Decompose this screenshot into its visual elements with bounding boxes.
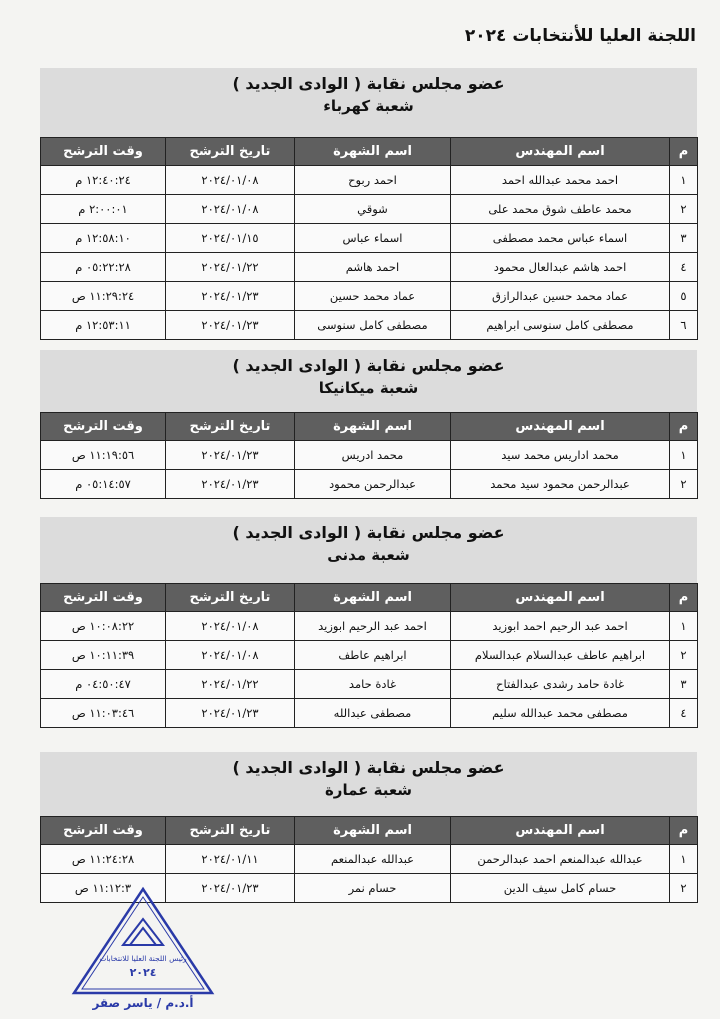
cell-nick: اسماء عباس: [295, 224, 451, 253]
col-nomination-time: وقت الترشح: [41, 584, 166, 612]
col-nomination-time: وقت الترشح: [41, 138, 166, 166]
cell-num: ٤: [670, 253, 698, 282]
cell-nick: حسام نمر: [295, 874, 451, 903]
cell-num: ٣: [670, 224, 698, 253]
cell-time: ١٢:٥٣:١١ م: [41, 311, 166, 340]
cell-time: ١١:١٢:٣ ص: [41, 874, 166, 903]
table-header-row: [41, 817, 698, 845]
cell-nick: احمد عبد الرحيم ابوزيد: [295, 612, 451, 641]
table-row: [41, 845, 698, 874]
table-row: [41, 470, 698, 499]
col-nomination-date: تاريخ الترشح: [166, 138, 295, 166]
cell-time: ١١:٢٤:٢٨ ص: [41, 845, 166, 874]
candidates-table: [40, 412, 698, 499]
cell-date: ٢٠٢٤/٠١/٠٨: [166, 612, 295, 641]
cell-date: ٢٠٢٤/٠١/٢٣: [166, 282, 295, 311]
cell-num: ٦: [670, 311, 698, 340]
table-row: [41, 282, 698, 311]
cell-date: ٢٠٢٤/٠١/٠٨: [166, 195, 295, 224]
cell-name: اسماء عباس محمد مصطفى: [451, 224, 670, 253]
section-mechanical: [40, 350, 697, 499]
cell-time: ١٢:٥٨:١٠ م: [41, 224, 166, 253]
cell-time: ٠٥:٢٢:٢٨ م: [41, 253, 166, 282]
cell-name: محمد اداريس محمد سيد: [451, 441, 670, 470]
cell-num: ٣: [670, 670, 698, 699]
col-num: م: [670, 138, 698, 166]
cell-nick: عماد محمد حسين: [295, 282, 451, 311]
branch-title: شعبة عمارة: [324, 781, 413, 799]
cell-date: ٢٠٢٤/٠١/٢٣: [166, 699, 295, 728]
cell-nick: عبدالله عبدالمنعم: [295, 845, 451, 874]
cell-nick: مصطفى كامل سنوسى: [295, 311, 451, 340]
branch-title: شعبة كهرباء: [323, 97, 414, 115]
cell-num: ٥: [670, 282, 698, 311]
table-row: [41, 166, 698, 195]
table-header-row: [41, 584, 698, 612]
cell-time: ٢:٠٠:٠١ م: [41, 195, 166, 224]
col-engineer-name: اسم المهندس: [451, 817, 670, 845]
cell-name: مصطفى محمد عبدالله سليم: [451, 699, 670, 728]
section-header: [40, 517, 697, 583]
table-row: [41, 311, 698, 340]
col-nomination-date: تاريخ الترشح: [166, 413, 295, 441]
branch-title: شعبة ميكانيكا: [318, 379, 419, 397]
cell-name: احمد عبد الرحيم احمد ابوزيد: [451, 612, 670, 641]
section-electrical: [40, 68, 697, 340]
cell-name: ابراهيم عاطف عبدالسلام عبدالسلام: [451, 641, 670, 670]
cell-date: ٢٠٢٤/٠١/٠٨: [166, 166, 295, 195]
cell-time: ١٢:٤٠:٢٤ م: [41, 166, 166, 195]
council-title: عضو مجلس نقابة ( الوادى الجديد ): [232, 356, 505, 375]
cell-nick: احمد هاشم: [295, 253, 451, 282]
cell-time: ١١:٠٣:٤٦ ص: [41, 699, 166, 728]
cell-name: محمد عاطف شوق محمد على: [451, 195, 670, 224]
council-title: عضو مجلس نقابة ( الوادى الجديد ): [232, 74, 505, 93]
col-nomination-time: وقت الترشح: [41, 817, 166, 845]
table-row: [41, 195, 698, 224]
cell-nick: مصطفى عبدالله: [295, 699, 451, 728]
cell-nick: عبدالرحمن محمود: [295, 470, 451, 499]
cell-name: عبدالله عبدالمنعم احمد عبدالرحمن: [451, 845, 670, 874]
cell-name: عماد محمد حسين عبدالرازق: [451, 282, 670, 311]
cell-time: ١٠:١١:٣٩ ص: [41, 641, 166, 670]
cell-date: ٢٠٢٤/٠١/٢٣: [166, 311, 295, 340]
col-nickname: اسم الشهرة: [295, 413, 451, 441]
cell-num: ٢: [670, 641, 698, 670]
cell-name: احمد محمد عبدالله احمد: [451, 166, 670, 195]
table-row: [41, 641, 698, 670]
cell-num: ١: [670, 845, 698, 874]
cell-date: ٢٠٢٤/٠١/٢٢: [166, 253, 295, 282]
syndicate-logo-icon: [123, 919, 163, 945]
cell-name: مصطفى كامل سنوسى ابراهيم: [451, 311, 670, 340]
table-row: [41, 441, 698, 470]
candidates-table: [40, 583, 698, 728]
col-engineer-name: اسم المهندس: [451, 138, 670, 166]
cell-date: ٢٠٢٤/٠١/٢٣: [166, 874, 295, 903]
cell-nick: محمد ادريس: [295, 441, 451, 470]
cell-date: ٢٠٢٤/٠١/١١: [166, 845, 295, 874]
col-num: م: [670, 584, 698, 612]
candidates-table: [40, 137, 698, 340]
cell-num: ٢: [670, 195, 698, 224]
stamp-signature: أ.د.م / ياسر صقر: [92, 996, 194, 1010]
table-row: [41, 224, 698, 253]
table-row: [41, 253, 698, 282]
cell-time: ١١:٢٩:٢٤ ص: [41, 282, 166, 311]
cell-time: ١١:١٩:٥٦ ص: [41, 441, 166, 470]
col-num: م: [670, 413, 698, 441]
council-title: عضو مجلس نقابة ( الوادى الجديد ): [232, 523, 505, 542]
cell-num: ١: [670, 166, 698, 195]
table-row: [41, 612, 698, 641]
section-header: [40, 752, 697, 816]
cell-date: ٢٠٢٤/٠١/٢٢: [166, 670, 295, 699]
cell-name: غادة حامد رشدى عبدالفتاح: [451, 670, 670, 699]
cell-time: ١٠:٠٨:٢٢ ص: [41, 612, 166, 641]
cell-nick: ابراهيم عاطف: [295, 641, 451, 670]
table-header-row: [41, 413, 698, 441]
col-engineer-name: اسم المهندس: [451, 584, 670, 612]
cell-name: عبدالرحمن محمود سيد محمد: [451, 470, 670, 499]
cell-num: ٢: [670, 470, 698, 499]
cell-nick: شوقي: [295, 195, 451, 224]
table-row: [41, 670, 698, 699]
col-nickname: اسم الشهرة: [295, 138, 451, 166]
cell-nick: احمد ربوح: [295, 166, 451, 195]
col-num: م: [670, 817, 698, 845]
cell-nick: غادة حامد: [295, 670, 451, 699]
col-nomination-date: تاريخ الترشح: [166, 584, 295, 612]
cell-date: ٢٠٢٤/٠١/٠٨: [166, 641, 295, 670]
col-nickname: اسم الشهرة: [295, 584, 451, 612]
col-nickname: اسم الشهرة: [295, 817, 451, 845]
section-civil: [40, 517, 697, 728]
cell-num: ١: [670, 612, 698, 641]
cell-date: ٢٠٢٤/٠١/١٥: [166, 224, 295, 253]
official-stamp: [68, 883, 218, 1013]
section-header: [40, 68, 697, 137]
cell-date: ٢٠٢٤/٠١/٢٣: [166, 441, 295, 470]
cell-date: ٢٠٢٤/٠١/٢٣: [166, 470, 295, 499]
cell-num: ٤: [670, 699, 698, 728]
col-nomination-date: تاريخ الترشح: [166, 817, 295, 845]
cell-time: ٠٤:٥٠:٤٧ م: [41, 670, 166, 699]
section-header: [40, 350, 697, 412]
cell-name: احمد هاشم عبدالعال محمود: [451, 253, 670, 282]
section-architecture: [40, 752, 697, 903]
cell-num: ١: [670, 441, 698, 470]
col-nomination-time: وقت الترشح: [41, 413, 166, 441]
cell-name: حسام كامل سيف الدين: [451, 874, 670, 903]
stamp-text: رئيس اللجنة العليا للانتخابات: [99, 954, 187, 963]
table-row: [41, 699, 698, 728]
table-header-row: [41, 138, 698, 166]
cell-time: ٠٥:١٤:٥٧ م: [41, 470, 166, 499]
council-title: عضو مجلس نقابة ( الوادى الجديد ): [232, 758, 505, 777]
branch-title: شعبة مدنى: [327, 546, 410, 564]
cell-num: ٢: [670, 874, 698, 903]
page-title: اللجنة العليا للأنتخابات ٢٠٢٤: [464, 26, 696, 46]
col-engineer-name: اسم المهندس: [451, 413, 670, 441]
stamp-year: ٢٠٢٤: [129, 966, 157, 979]
